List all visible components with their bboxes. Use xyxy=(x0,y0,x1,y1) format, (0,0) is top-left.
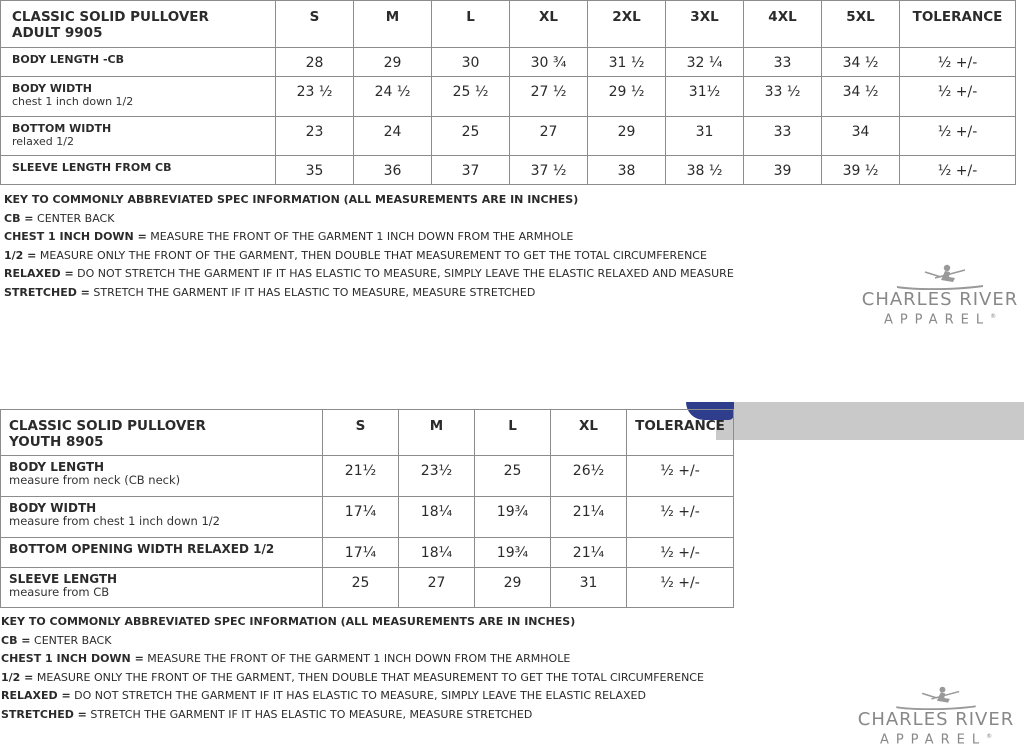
table-row xyxy=(1,568,734,608)
measurement-cell: 21¼ xyxy=(551,538,627,568)
tolerance-header: TOLERANCE xyxy=(900,1,1016,48)
size-header: XL xyxy=(510,1,588,48)
key-heading-text: KEY TO COMMONLY ABBREVIATED SPEC INFORMATION (ALL MEASUREMENTS ARE IN INCHES) xyxy=(4,193,579,206)
table-header-row xyxy=(1,410,734,456)
measurement-cell: 21½ xyxy=(323,456,399,497)
size-header: S xyxy=(276,1,354,48)
key-heading-text: KEY TO COMMONLY ABBREVIATED SPEC INFORMATION (ALL MEASUREMENTS ARE IN INCHES) xyxy=(1,615,576,628)
row-label: BOTTOM OPENING WIDTH RELAXED 1/2 xyxy=(9,542,275,556)
measurement-cell: 34 ½ xyxy=(822,48,900,77)
row-label: BOTTOM WIDTH xyxy=(12,122,112,135)
row-label: SLEEVE LENGTH xyxy=(9,572,118,586)
measurement-cell: 24 xyxy=(354,117,432,156)
measurement-cell: 33 xyxy=(744,48,822,77)
measurement-cell: 19¾ xyxy=(475,497,551,538)
measurement-cell: 25 xyxy=(475,456,551,497)
measurement-cell: 23½ xyxy=(399,456,475,497)
size-header: M xyxy=(399,410,475,456)
logo-brand: CHARLES RIVER xyxy=(857,709,1015,730)
measurement-cell: 25 xyxy=(323,568,399,608)
row-sublabel: measure from CB xyxy=(9,585,110,599)
measurement-cell: 39 ½ xyxy=(822,156,900,185)
table-row xyxy=(1,538,734,568)
key-item xyxy=(4,247,734,266)
table-row xyxy=(1,48,1016,77)
key-definition: MEASURE THE FRONT OF THE GARMENT 1 INCH DOWN FROM THE ARMHOLE xyxy=(143,652,571,666)
measurement-cell: 25 ½ xyxy=(432,77,510,117)
measurement-cell: 28 xyxy=(276,48,354,77)
row-label: SLEEVE LENGTH FROM CB xyxy=(12,161,172,174)
key-definition: MEASURE ONLY THE FRONT OF THE GARMENT, THEN DOUBLE THAT MEASUREMENT TO GET THE TOTAL CIRCUMFERENCE xyxy=(33,670,704,684)
measurement-cell: 19¾ xyxy=(475,538,551,568)
row-label: BODY WIDTH xyxy=(9,501,97,515)
size-header: XL xyxy=(551,410,627,456)
key-term: CHEST 1 INCH DOWN = xyxy=(4,230,147,244)
tolerance-cell: ½ +/- xyxy=(627,538,734,568)
measurement-cell: 31 xyxy=(551,568,627,608)
key-definition: CENTER BACK xyxy=(30,633,112,647)
size-header: 2XL xyxy=(588,1,666,48)
key-term: 1/2 = xyxy=(1,670,34,684)
row-label-cell xyxy=(1,156,276,185)
row-label-cell xyxy=(1,568,323,608)
rower-icon xyxy=(895,264,985,290)
row-sublabel: measure from chest 1 inch down 1/2 xyxy=(9,514,220,528)
size-header: 4XL xyxy=(744,1,822,48)
key-item xyxy=(4,210,734,229)
key-heading xyxy=(4,191,734,210)
rower-icon xyxy=(891,686,981,710)
measurement-cell: 33 ½ xyxy=(744,77,822,117)
measurement-cell: 33 xyxy=(744,117,822,156)
measurement-cell: 29 xyxy=(588,117,666,156)
table-header-row xyxy=(1,1,1016,48)
measurement-cell: 29 xyxy=(354,48,432,77)
logo-sub xyxy=(852,730,1020,747)
size-header: L xyxy=(475,410,551,456)
key-definition: STRETCH THE GARMENT IF IT HAS ELASTIC TO MEASURE, MEASURE STRETCHED xyxy=(89,285,536,299)
key-term: STRETCHED = xyxy=(4,285,90,299)
measurement-cell: 24 ½ xyxy=(354,77,432,117)
row-label-cell xyxy=(1,117,276,156)
key-item xyxy=(1,687,704,706)
logo-sub-text: APPAREL xyxy=(879,732,987,748)
measurement-cell: 31½ xyxy=(666,77,744,117)
tolerance-header: TOLERANCE xyxy=(627,410,734,456)
size-header: 3XL xyxy=(666,1,744,48)
key-term: CHEST 1 INCH DOWN = xyxy=(1,652,144,666)
key-term: STRETCHED = xyxy=(1,707,87,721)
measurement-cell: 27 ½ xyxy=(510,77,588,117)
size-header: 5XL xyxy=(822,1,900,48)
key-definition: DO NOT STRETCH THE GARMENT IF IT HAS ELASTIC TO MEASURE, SIMPLY LEAVE THE ELASTIC RELAXED AND MEASURE xyxy=(73,267,734,281)
measurement-cell: 26½ xyxy=(551,456,627,497)
measurement-cell: 34 xyxy=(822,117,900,156)
measurement-cell: 30 xyxy=(432,48,510,77)
table-row xyxy=(1,456,734,497)
tolerance-cell: ½ +/- xyxy=(627,456,734,497)
tolerance-cell: ½ +/- xyxy=(900,117,1016,156)
key-definition: CENTER BACK xyxy=(33,211,115,225)
key-item xyxy=(1,706,704,725)
youth-spec-table xyxy=(0,409,734,608)
tolerance-cell: ½ +/- xyxy=(900,156,1016,185)
table-row xyxy=(1,497,734,538)
tolerance-cell: ½ +/- xyxy=(627,568,734,608)
key-item xyxy=(1,669,704,688)
measurement-cell: 30 ¾ xyxy=(510,48,588,77)
measurement-cell: 29 xyxy=(475,568,551,608)
charles-river-logo xyxy=(856,264,1024,327)
key-item xyxy=(4,265,734,284)
measurement-cell: 29 ½ xyxy=(588,77,666,117)
row-label: BODY LENGTH -CB xyxy=(12,53,124,66)
table-title xyxy=(1,1,276,48)
row-label: BODY LENGTH xyxy=(9,460,105,474)
gray-band xyxy=(716,402,1024,440)
key-definition: STRETCH THE GARMENT IF IT HAS ELASTIC TO MEASURE, MEASURE STRETCHED xyxy=(86,707,533,721)
key-item xyxy=(1,650,704,669)
adult-spec-table xyxy=(0,0,1016,185)
measurement-cell: 31 ½ xyxy=(588,48,666,77)
title-line-2: ADULT 9905 xyxy=(12,25,103,41)
row-label-cell xyxy=(1,48,276,77)
key-term: CB = xyxy=(1,633,31,647)
measurement-cell: 31 xyxy=(666,117,744,156)
spec-key xyxy=(1,613,704,725)
title-line-1: CLASSIC SOLID PULLOVER xyxy=(12,9,209,25)
measurement-cell: 18¼ xyxy=(399,497,475,538)
measurement-cell: 34 ½ xyxy=(822,77,900,117)
measurement-cell: 38 xyxy=(588,156,666,185)
measurement-cell: 27 xyxy=(399,568,475,608)
measurement-cell: 21¼ xyxy=(551,497,627,538)
row-sublabel: chest 1 inch down 1/2 xyxy=(12,95,134,108)
measurement-cell: 35 xyxy=(276,156,354,185)
key-item xyxy=(1,632,704,651)
registered-mark: ® xyxy=(990,313,997,320)
measurement-cell: 37 xyxy=(432,156,510,185)
key-item xyxy=(4,284,734,303)
key-term: RELAXED = xyxy=(1,689,71,703)
row-label-cell xyxy=(1,456,323,497)
measurement-cell: 27 xyxy=(510,117,588,156)
row-sublabel: measure from neck (CB neck) xyxy=(9,473,181,487)
size-header: M xyxy=(354,1,432,48)
logo-sub xyxy=(856,310,1024,327)
measurement-cell: 38 ½ xyxy=(666,156,744,185)
measurement-cell: 25 xyxy=(432,117,510,156)
logo-sub-text: APPAREL xyxy=(883,312,991,328)
measurement-cell: 23 xyxy=(276,117,354,156)
measurement-cell: 18¼ xyxy=(399,538,475,568)
measurement-cell: 17¼ xyxy=(323,538,399,568)
measurement-cell: 17¼ xyxy=(323,497,399,538)
key-item xyxy=(4,228,734,247)
table-row xyxy=(1,77,1016,117)
key-definition: MEASURE THE FRONT OF THE GARMENT 1 INCH DOWN FROM THE ARMHOLE xyxy=(146,230,574,244)
row-label: BODY WIDTH xyxy=(12,82,92,95)
title-line-2: YOUTH 8905 xyxy=(9,434,104,450)
charles-river-logo xyxy=(852,686,1020,747)
key-term: RELAXED = xyxy=(4,267,74,281)
key-definition: MEASURE ONLY THE FRONT OF THE GARMENT, THEN DOUBLE THAT MEASUREMENT TO GET THE TOTAL CIRCUMFERENCE xyxy=(36,248,707,262)
measurement-cell: 36 xyxy=(354,156,432,185)
tolerance-cell: ½ +/- xyxy=(900,48,1016,77)
registered-mark: ® xyxy=(986,733,993,740)
table-row xyxy=(1,156,1016,185)
row-label-cell xyxy=(1,497,323,538)
row-sublabel: relaxed 1/2 xyxy=(12,135,74,148)
tolerance-cell: ½ +/- xyxy=(627,497,734,538)
measurement-cell: 23 ½ xyxy=(276,77,354,117)
row-label-cell xyxy=(1,77,276,117)
tolerance-cell: ½ +/- xyxy=(900,77,1016,117)
size-header: S xyxy=(323,410,399,456)
row-label-cell xyxy=(1,538,323,568)
logo-brand: CHARLES RIVER xyxy=(861,289,1019,310)
size-header: L xyxy=(432,1,510,48)
key-heading xyxy=(1,613,704,632)
spec-key xyxy=(4,191,734,303)
key-definition: DO NOT STRETCH THE GARMENT IF IT HAS ELASTIC TO MEASURE, SIMPLY LEAVE THE ELASTIC RELAXED xyxy=(70,689,646,703)
key-term: 1/2 = xyxy=(4,248,37,262)
title-line-1: CLASSIC SOLID PULLOVER xyxy=(9,418,206,434)
measurement-cell: 32 ¼ xyxy=(666,48,744,77)
key-term: CB = xyxy=(4,211,34,225)
measurement-cell: 37 ½ xyxy=(510,156,588,185)
table-title xyxy=(1,410,323,456)
measurement-cell: 39 xyxy=(744,156,822,185)
table-row xyxy=(1,117,1016,156)
